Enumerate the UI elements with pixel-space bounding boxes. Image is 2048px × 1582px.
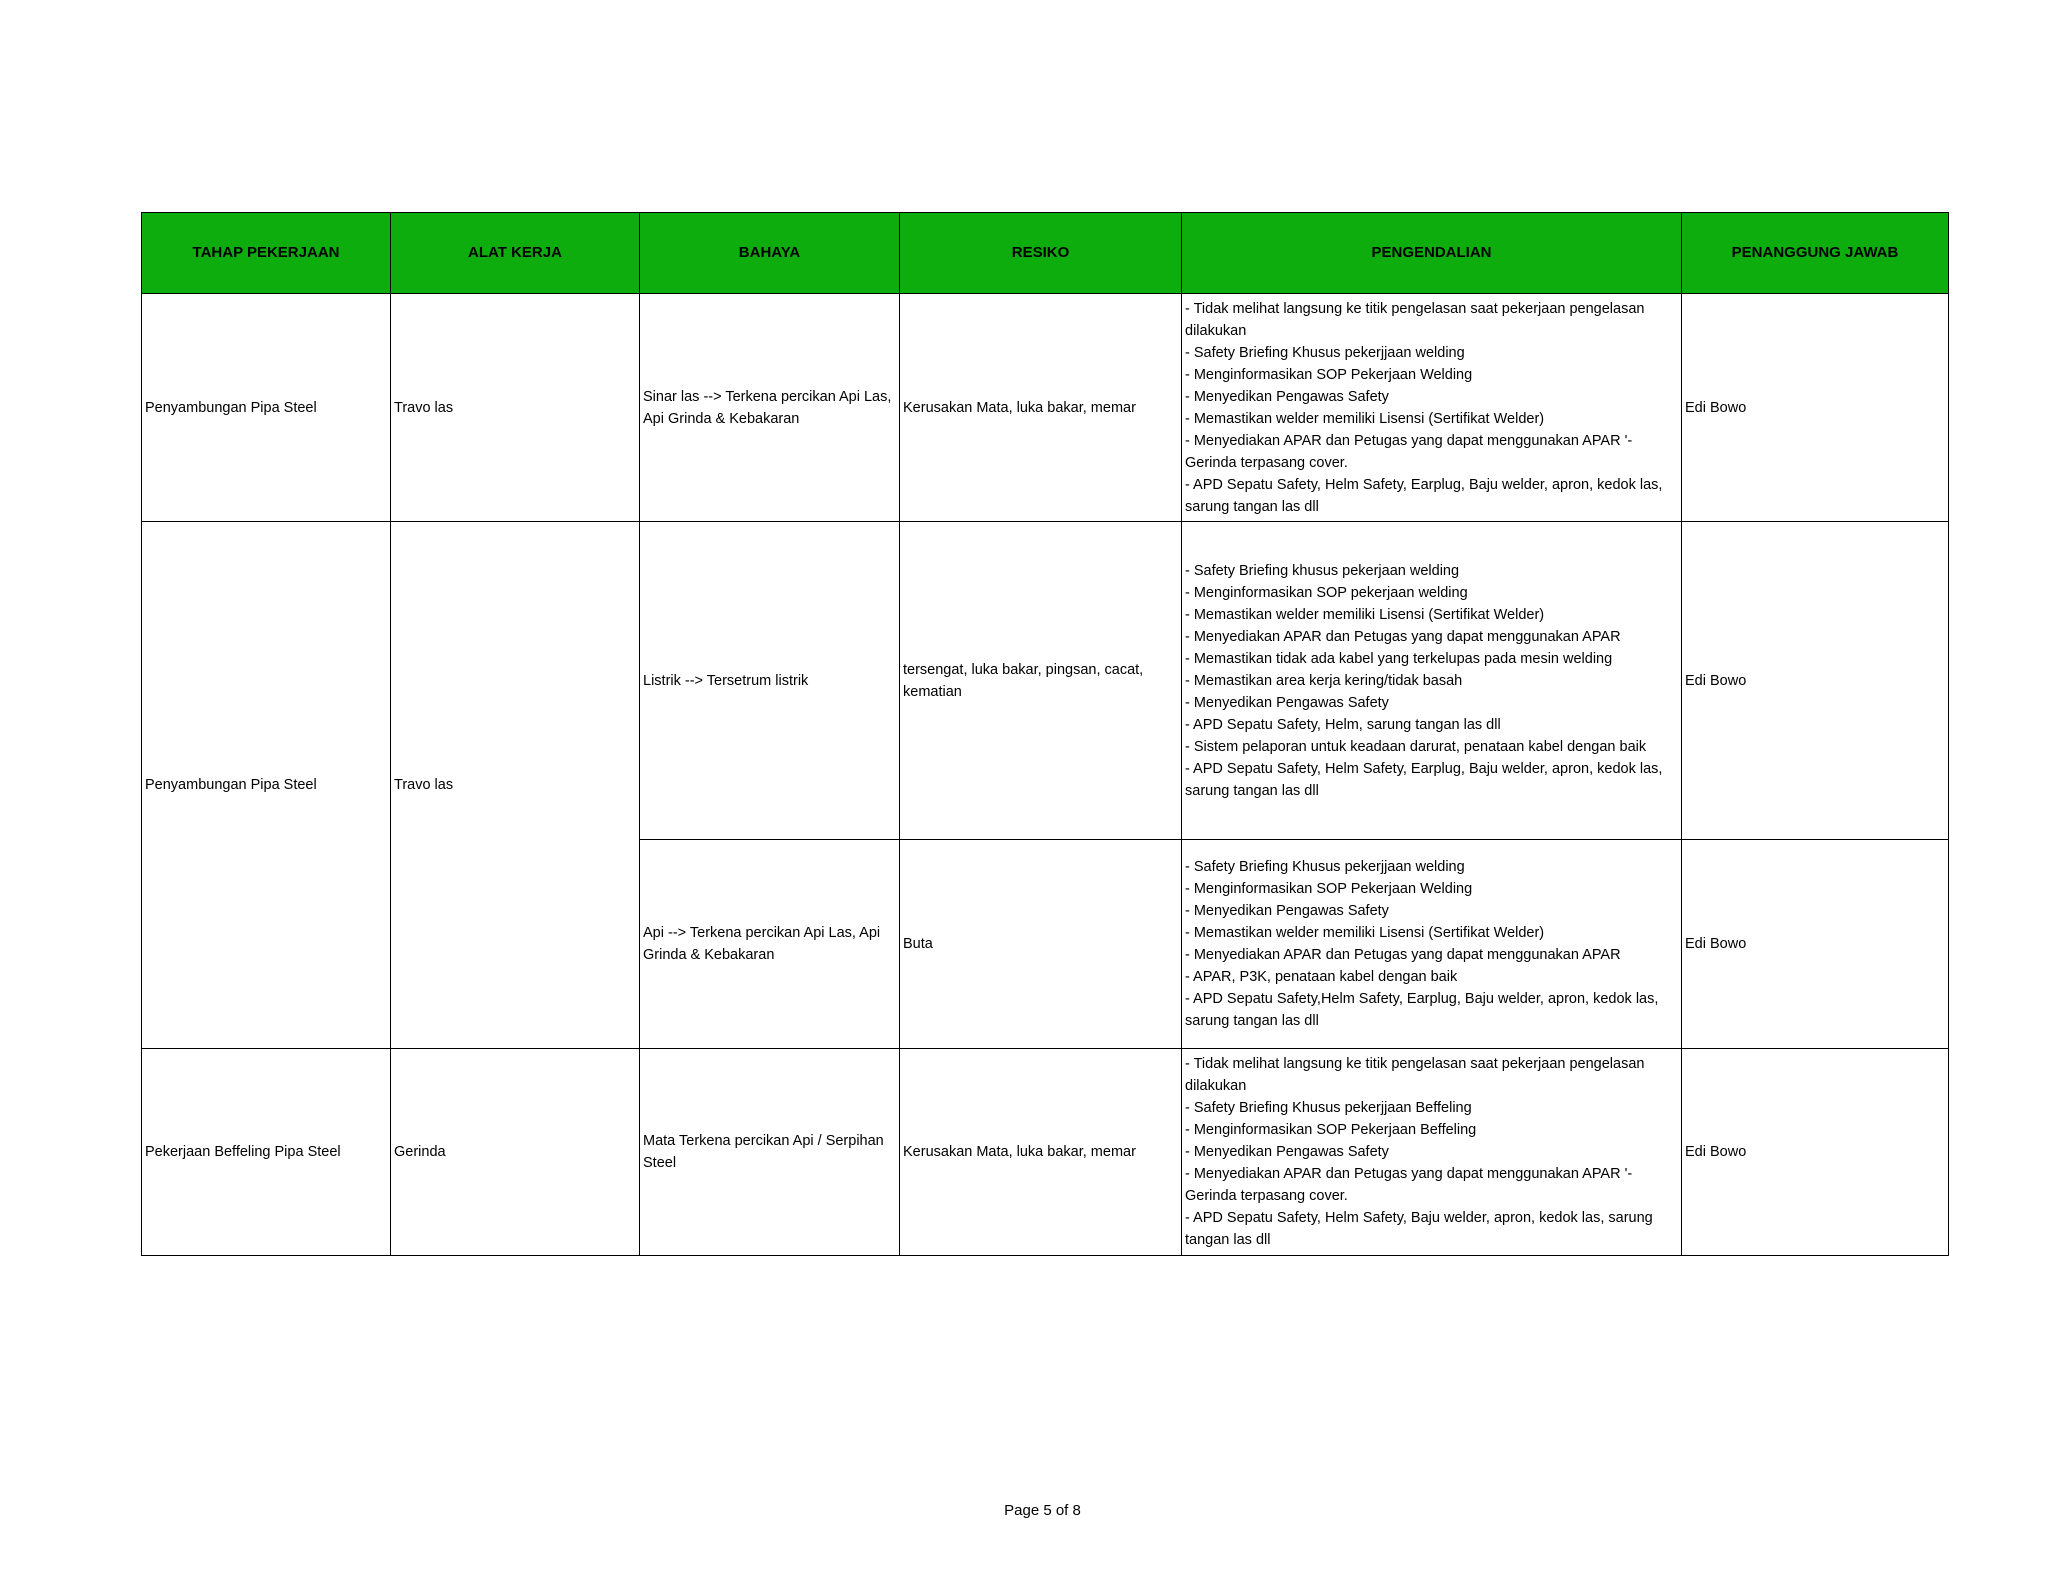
cell-alat-kerja: Travo las	[391, 522, 640, 1049]
cell-tahap-pekerjaan: Penyambungan Pipa Steel	[142, 294, 391, 522]
cell-pengendalian	[1182, 1049, 1682, 1256]
header-alat-kerja: ALAT KERJA	[391, 213, 640, 294]
control-measures-list	[1185, 560, 1678, 802]
control-measure: - APD Sepatu Safety,Helm Safety, Earplug, Baju welder, apron, kedok las, sarung tangan las dll	[1185, 991, 1659, 1029]
cell-penanggung-jawab: Edi Bowo	[1682, 294, 1949, 522]
hazard-analysis-table	[141, 212, 1949, 1256]
control-measure: - Menginformasikan SOP Pekerjaan Welding	[1185, 366, 1473, 383]
control-measure: - Menyediakan APAR dan Petugas yang dapat menggunakan APAR	[1185, 628, 1621, 645]
cell-bahaya: Sinar las --> Terkena percikan Api Las, Api Grinda & Kebakaran	[640, 294, 900, 522]
cell-pengendalian	[1182, 294, 1682, 522]
cell-resiko: tersengat, luka bakar, pingsan, cacat, kematian	[900, 522, 1182, 840]
control-measure: - Safety Briefing Khusus pekerjjaan Beffeling	[1185, 1100, 1472, 1116]
control-measures-list	[1185, 298, 1678, 518]
control-measure: - APD Sepatu Safety, Helm Safety, Earplug, Baju welder, apron, kedok las, sarung tangan las dll	[1185, 476, 1663, 515]
header-tahap-pekerjaan: TAHAP PEKERJAAN	[142, 213, 391, 294]
header-penanggung-jawab: PENANGGUNG JAWAB	[1682, 213, 1949, 294]
control-measure: - Memastikan welder memiliki Lisensi (Sertifikat Welder)	[1185, 606, 1545, 623]
control-measure: - Tidak melihat langsung ke titik pengelasan saat pekerjaan pengelasan dilakukan	[1185, 1056, 1645, 1094]
cell-penanggung-jawab: Edi Bowo	[1682, 1049, 1949, 1256]
cell-resiko: Kerusakan Mata, luka bakar, memar	[900, 294, 1182, 522]
cell-alat-kerja: Gerinda	[391, 1049, 640, 1256]
control-measure: - Menyedikan Pengawas Safety	[1185, 1144, 1389, 1160]
cell-penanggung-jawab: Edi Bowo	[1682, 840, 1949, 1049]
control-measure: - APAR, P3K, penataan kabel dengan baik	[1185, 969, 1458, 985]
control-measure: - Menyediakan APAR dan Petugas yang dapat menggunakan APAR '-Gerinda terpasang cover.	[1185, 432, 1633, 471]
control-measure: - Menginformasikan SOP Pekerjaan Welding	[1185, 881, 1473, 897]
control-measure: - APD Sepatu Safety, Helm Safety, Baju welder, apron, kedok las, sarung tangan las dll	[1185, 1210, 1653, 1248]
control-measure: - APD Sepatu Safety, Helm, sarung tangan las dll	[1185, 716, 1501, 733]
control-measures-list	[1185, 856, 1678, 1032]
control-measure: - Menyediakan APAR dan Petugas yang dapat menggunakan APAR	[1185, 947, 1621, 963]
control-measure: - Memastikan welder memiliki Lisensi (Sertifikat Welder)	[1185, 925, 1545, 941]
control-measure: - Memastikan area kerja kering/tidak basah	[1185, 672, 1463, 689]
cell-bahaya: Listrik --> Tersetrum listrik	[640, 522, 900, 840]
control-measure: - Menyediakan APAR dan Petugas yang dapat menggunakan APAR '-Gerinda terpasang cover.	[1185, 1166, 1633, 1204]
header-resiko: RESIKO	[900, 213, 1182, 294]
page-number: Page 5 of 8	[1004, 1502, 1081, 1519]
cell-penanggung-jawab: Edi Bowo	[1682, 522, 1949, 840]
table-row	[142, 1049, 1949, 1256]
cell-resiko: Buta	[900, 840, 1182, 1049]
cell-alat-kerja: Travo las	[391, 294, 640, 522]
control-measure: - Memastikan welder memiliki Lisensi (Sertifikat Welder)	[1185, 410, 1545, 427]
control-measure: - Safety Briefing Khusus pekerjjaan welding	[1185, 344, 1465, 361]
control-measure: - Sistem pelaporan untuk keadaan darurat, penataan kabel dengan baik	[1185, 738, 1647, 755]
table-row	[142, 294, 1949, 522]
control-measure: - Menginformasikan SOP pekerjaan welding	[1185, 584, 1468, 601]
header-row	[142, 213, 1949, 294]
header-bahaya: BAHAYA	[640, 213, 900, 294]
control-measure: - APD Sepatu Safety, Helm Safety, Earplug, Baju welder, apron, kedok las, sarung tangan las dll	[1185, 760, 1663, 799]
control-measure: - Safety Briefing Khusus pekerjjaan welding	[1185, 859, 1465, 875]
cell-tahap-pekerjaan: Penyambungan Pipa Steel	[142, 522, 391, 1049]
table-row	[142, 522, 1949, 840]
control-measures-list	[1185, 1053, 1678, 1251]
cell-bahaya: Mata Terkena percikan Api / Serpihan Steel	[640, 1049, 900, 1256]
cell-pengendalian	[1182, 522, 1682, 840]
cell-tahap-pekerjaan: Pekerjaan Beffeling Pipa Steel	[142, 1049, 391, 1256]
cell-bahaya: Api --> Terkena percikan Api Las, Api Grinda & Kebakaran	[640, 840, 900, 1049]
control-measure: - Menyedikan Pengawas Safety	[1185, 388, 1389, 405]
control-measure: - Tidak melihat langsung ke titik pengelasan saat pekerjaan pengelasan dilakukan	[1185, 300, 1645, 339]
header-pengendalian: PENGENDALIAN	[1182, 213, 1682, 294]
cell-resiko: Kerusakan Mata, luka bakar, memar	[900, 1049, 1182, 1256]
control-measure: - Safety Briefing khusus pekerjaan welding	[1185, 562, 1460, 579]
control-measure: - Menyedikan Pengawas Safety	[1185, 694, 1389, 711]
control-measure: - Memastikan tidak ada kabel yang terkelupas pada mesin welding	[1185, 650, 1613, 667]
control-measure: - Menyedikan Pengawas Safety	[1185, 903, 1389, 919]
cell-pengendalian	[1182, 840, 1682, 1049]
control-measure: - Menginformasikan SOP Pekerjaan Beffeling	[1185, 1122, 1477, 1138]
